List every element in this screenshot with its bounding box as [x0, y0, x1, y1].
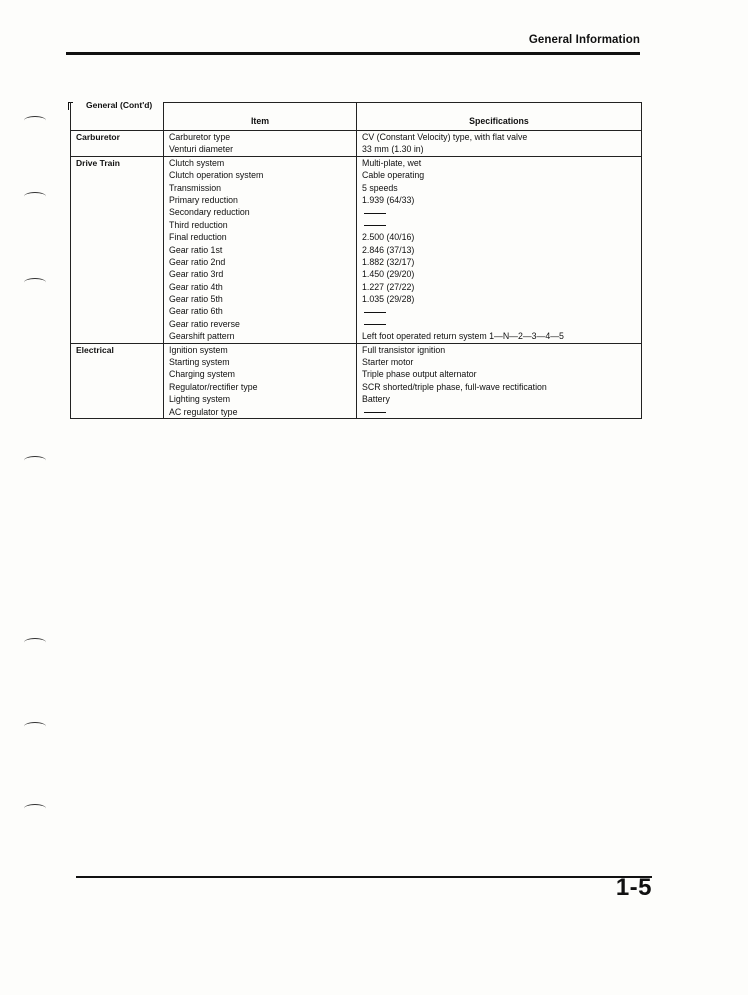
spec-blank-dash	[362, 219, 636, 231]
spec-value: Triple phase output alternator	[362, 369, 477, 380]
row-specs-cell	[357, 343, 642, 418]
spec-value: Full transistor ignition	[362, 344, 446, 355]
margin-punch-mark	[24, 722, 46, 731]
item-label: Third reduction	[169, 219, 228, 230]
section-label: General (Cont'd)	[82, 100, 156, 110]
row-specs-cell	[357, 156, 642, 343]
item-label: Ignition system	[169, 344, 228, 355]
margin-punch-mark	[24, 278, 46, 287]
blank-dash	[364, 225, 386, 226]
item-label: Charging system	[169, 369, 236, 380]
item-label: Gear ratio 1st	[169, 244, 223, 255]
blank-dash	[364, 213, 386, 214]
spec-value: 33 mm (1.30 in)	[362, 144, 424, 155]
spec-blank-dash	[362, 318, 636, 330]
blank-dash	[364, 312, 386, 313]
row-items-cell	[164, 156, 357, 343]
table-row	[71, 131, 642, 157]
footer-rule	[76, 876, 652, 878]
spec-value: Left foot operated return system 1—N—2—3—4—5	[362, 331, 564, 342]
item-label: Clutch system	[169, 157, 225, 168]
spec-value: 1.035 (29/28)	[362, 294, 415, 305]
spec-value: 2.846 (37/13)	[362, 244, 415, 255]
spec-value: 1.882 (32/17)	[362, 256, 415, 267]
item-label: Clutch operation system	[169, 170, 264, 181]
specifications-table-body	[71, 131, 642, 419]
row-group-label: Drive Train	[71, 156, 164, 343]
item-label: Starting system	[169, 357, 230, 368]
item-label: Gear ratio 5th	[169, 294, 223, 305]
spec-value: 1.450 (29/20)	[362, 269, 415, 280]
margin-punch-mark	[24, 638, 46, 647]
page-header-title: General Information	[528, 34, 640, 46]
margin-punch-mark	[24, 192, 46, 201]
spec-value: Battery	[362, 394, 390, 405]
margin-punch-mark	[24, 456, 46, 465]
margin-punch-mark	[24, 116, 46, 125]
item-column-header: Item	[164, 103, 357, 131]
item-label: Regulator/rectifier type	[169, 381, 258, 392]
row-items-cell	[164, 131, 357, 157]
spec-value: 1.227 (27/22)	[362, 281, 415, 292]
spec-value: 5 speeds	[362, 182, 398, 193]
item-label: Gear ratio reverse	[169, 318, 240, 329]
item-label: Gear ratio 3rd	[169, 269, 224, 280]
row-group-label: Carburetor	[71, 131, 164, 157]
row-specs-cell	[357, 131, 642, 157]
row-items-cell	[164, 343, 357, 418]
spec-value: Cable operating	[362, 170, 425, 181]
table-row	[71, 343, 642, 418]
item-label: Gear ratio 4th	[169, 281, 223, 292]
item-label: Primary reduction	[169, 194, 238, 205]
item-label: Venturi diameter	[169, 144, 234, 155]
item-label: Gear ratio 6th	[169, 306, 223, 317]
spec-blank-dash	[362, 206, 636, 218]
spec-value: Starter motor	[362, 357, 414, 368]
row-group-label: Electrical	[71, 343, 164, 418]
spec-value: SCR shorted/triple phase, full-wave rectification	[362, 381, 547, 392]
specifications-table	[70, 102, 642, 419]
item-label: Secondary reduction	[169, 207, 250, 218]
blank-dash	[364, 324, 386, 325]
item-label: Final reduction	[169, 232, 227, 243]
spec-blank-dash	[362, 305, 636, 317]
page-number: 1-5	[615, 874, 652, 901]
item-label: Gearshift pattern	[169, 331, 235, 342]
table-row	[71, 156, 642, 343]
margin-punch-mark	[24, 804, 46, 813]
spec-blank-dash	[362, 406, 636, 418]
spec-value: Multi-plate, wet	[362, 157, 422, 168]
item-label: Transmission	[169, 182, 221, 193]
item-label: Lighting system	[169, 394, 231, 405]
spec-value: 2.500 (40/16)	[362, 232, 415, 243]
spec-value: 1.939 (64/33)	[362, 194, 415, 205]
header-rule	[66, 52, 640, 55]
item-label: AC regulator type	[169, 406, 238, 417]
item-label: Carburetor type	[169, 132, 231, 142]
item-label: Gear ratio 2nd	[169, 256, 226, 267]
specifications-column-header: Specifications	[357, 103, 642, 131]
spec-value: CV (Constant Velocity) type, with flat valve	[362, 132, 528, 142]
blank-dash	[364, 412, 386, 413]
